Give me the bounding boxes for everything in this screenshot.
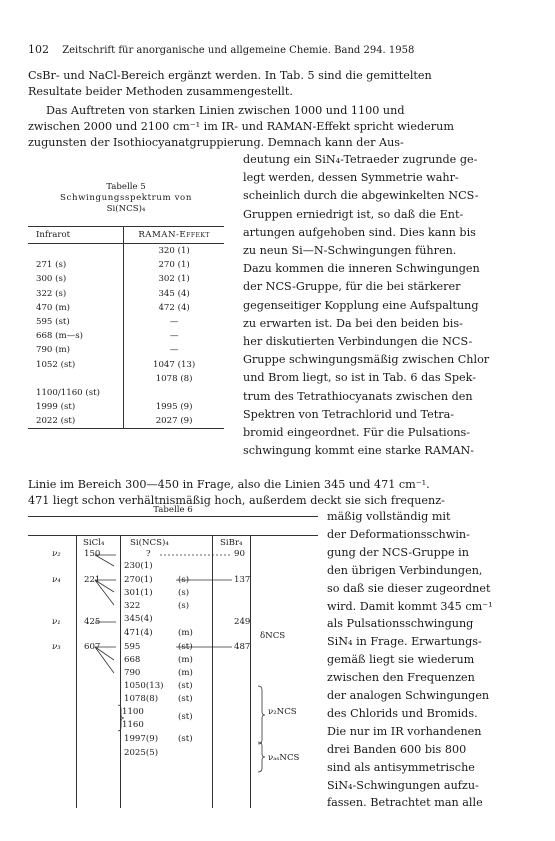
- table6-cell-sibr4: 90: [234, 549, 245, 559]
- table6-cell-intensity: (s): [178, 588, 190, 598]
- body-line: Die nur im IR vorhandenen: [327, 724, 482, 738]
- body-line: den übrigen Verbindungen,: [327, 563, 483, 577]
- table5-cell-ir: 271 (s): [28, 258, 124, 272]
- table6-cell-sincs: 1078(8): [124, 694, 159, 704]
- body-line: CsBr- und NaCl-Bereich ergänzt werden. In Tab. 5 sind die gemittelten: [28, 69, 432, 82]
- table6-cell-sincs: 230(1): [124, 561, 153, 571]
- body-line: SiN₄ in Frage. Erwartungs-: [327, 635, 482, 649]
- body-line: der analogen Schwingungen: [327, 689, 490, 702]
- table6-cell-sincs: 345(4): [124, 614, 153, 624]
- body-line: schwingung kommt eine starke RAMAN-: [243, 444, 475, 458]
- body-line: Gruppe schwingungsmäßig zwischen Chlor: [243, 353, 490, 367]
- body-line: wird. Damit kommt 345 cm⁻¹: [327, 599, 493, 613]
- body-line: gung der NCS-Gruppe in: [327, 545, 469, 559]
- table6-header-sibr4: SiBr₄: [220, 538, 243, 548]
- body-line: gemäß liegt sie wiederum: [327, 653, 475, 667]
- body-line: Spektren von Tetrachlorid und Tetra-: [243, 407, 455, 421]
- table5-cell-raman: 302 (1): [158, 274, 190, 285]
- table6-cell-sincs: ?: [146, 549, 151, 559]
- table6-cell-sibr4: 487: [234, 642, 251, 652]
- body-line: mäßig vollständig mit: [327, 510, 451, 523]
- body-line: als Pulsationsschwingung: [327, 617, 474, 631]
- table6-mode-label: ν₁: [52, 617, 61, 627]
- table6-cell-sincs: 2025(5): [124, 748, 159, 758]
- table6-assignment: ν₂NCS: [268, 707, 297, 717]
- table5-cell-raman: 472 (4): [158, 302, 190, 313]
- body-line: her diskutierten Verbindungen die NCS-: [243, 335, 473, 348]
- table6-caption: Tabelle 6: [153, 505, 193, 515]
- table5-cell-ir: 1100/1160 (st): [28, 386, 124, 400]
- table5-cell-ir: 595 (st): [28, 315, 124, 329]
- body-line: artungen aufgehoben sind. Dies kann bis: [243, 225, 476, 239]
- body-line: der Deformationsschwin-: [327, 527, 470, 541]
- table5-cell-raman: —: [169, 317, 179, 328]
- table6-header-sicl4: SiCl₄: [83, 538, 105, 548]
- table6-cell-intensity: (s): [178, 575, 190, 585]
- table6-assignment: δNCS: [260, 631, 286, 641]
- body-line: so daß sie dieser zugeordnet: [327, 581, 491, 595]
- body-line: gegenseitiger Kopplung eine Aufspaltung: [243, 298, 479, 312]
- table5-cell-raman: 345 (4): [158, 288, 190, 299]
- table6-cell-sibr4: 137: [234, 575, 251, 585]
- table6-cell-intensity: (s): [178, 601, 190, 611]
- table6-cell-intensity: (st): [178, 712, 193, 722]
- table6-cell-intensity: (st): [178, 734, 193, 744]
- table6-cell-sincs: 471(4): [124, 628, 153, 638]
- body-line: 471 liegt schon verhältnismäßig hoch, außerdem deckt sie sich frequenz-: [28, 494, 445, 507]
- table5-cell-ir: 2022 (st): [28, 414, 124, 429]
- table5-cell-raman: 270 (1): [158, 260, 190, 271]
- table6-cell-sincs: 1160: [122, 720, 144, 730]
- body-line: zwischen den Frequenzen: [327, 671, 475, 685]
- table6-mode-label: ν₃: [52, 642, 61, 652]
- body-line: zugunsten der Isothiocyanatgruppierung. Demnach kann der Aus-: [28, 136, 404, 149]
- body-line: Das Auftreten von starken Linien zwischen 1000 und 1100 und: [46, 104, 405, 117]
- table6-cell-sicl4: 607: [84, 642, 101, 652]
- page-number: 102: [28, 43, 49, 56]
- table6-cell-sincs: 301(1): [124, 588, 153, 598]
- table6-cell-sincs: 1100: [122, 707, 144, 717]
- table6-cell-sicl4: 221: [84, 575, 101, 585]
- body-line: des Chlorids und Bromids.: [327, 706, 478, 720]
- table5-cell-ir: 300 (s): [28, 272, 124, 286]
- table5-cell-ir: 1999 (st): [28, 400, 124, 414]
- table6-cell-intensity: (m): [178, 655, 193, 665]
- table6-cell-sibr4: 249: [234, 617, 251, 627]
- table5-caption-line: Si(NCS)₄: [106, 204, 146, 214]
- table6-assignment: νₐₛNCS: [268, 753, 300, 763]
- body-line: zu erwarten ist. Da bei den beiden bis-: [243, 316, 463, 330]
- table5-cell-ir: 1052 (st): [28, 358, 124, 372]
- table6-cell-sincs: 1050(13): [124, 681, 164, 691]
- body-line: trum des Tetrathiocyanats zwischen den: [243, 389, 473, 403]
- body-line: der NCS-Gruppe, für die bei stärkerer: [243, 280, 461, 294]
- body-line: und Brom liegt, so ist in Tab. 6 das Spek-: [243, 371, 477, 385]
- table5-caption-title: Tabelle 5: [106, 182, 146, 192]
- table6-header-sincs: Si(NCS)₄: [130, 538, 169, 548]
- body-line: Gruppen erniedrigt ist, so daß die Ent-: [243, 207, 464, 221]
- body-line: drei Banden 600 bis 800: [327, 742, 467, 756]
- body-line: bromid eingeordnet. Für die Pulsations-: [243, 426, 471, 439]
- table6-cell-intensity: (m): [178, 668, 193, 678]
- body-line: zwischen 2000 und 2100 cm⁻¹ im IR- und RAMAN-Effekt spricht wiederum: [28, 120, 454, 133]
- table5-cell-ir: 790 (m): [28, 343, 124, 357]
- table6-cell-sicl4: 150: [84, 549, 101, 559]
- table6-cell-sincs: 270(1): [124, 575, 153, 585]
- table5-caption-line: Schwingungsspektrum von: [60, 193, 192, 203]
- table5-cell-raman: 2027 (9): [124, 414, 224, 429]
- table5-cell-raman: 1995 (9): [155, 402, 193, 413]
- table5-cell-ir: 668 (m—s): [28, 329, 124, 343]
- body-line: scheinlich durch die abgewinkelten NCS-: [243, 189, 479, 203]
- table6-mode-label: ν₄: [52, 575, 61, 585]
- body-line: SiN₄-Schwingungen aufzu-: [327, 778, 479, 792]
- table6-cell-sincs: 668: [124, 655, 141, 665]
- table5-header-raman: RAMAN-Effekt: [124, 227, 224, 244]
- table5-cell-raman: —: [169, 331, 179, 342]
- table5-cell-raman: 320 (1): [158, 246, 190, 257]
- table5-header-ir: Infrarot: [28, 227, 124, 244]
- body-line: Resultate beider Methoden zusammengestellt.: [28, 85, 293, 98]
- body-line: zu neun Si—N-Schwingungen führen.: [243, 244, 457, 257]
- body-line: sind als antisymmetrische: [327, 760, 475, 774]
- body-line: fassen. Betrachtet man alle: [327, 796, 483, 810]
- table6-cell-sincs: 322: [124, 601, 141, 611]
- table6-cell-sincs: 790: [124, 668, 141, 678]
- table6-cell-intensity: (st): [178, 642, 193, 652]
- body-line: legt werden, dessen Symmetrie wahr-: [243, 171, 459, 185]
- body-line: deutung ein SiN₄-Tetraeder zugrunde ge-: [243, 153, 478, 166]
- running-title: Zeitschrift für anorganische und allgemeine Chemie. Band 294. 1958: [62, 45, 415, 56]
- table6-cell-sincs: 1997(9): [124, 734, 159, 744]
- table6-cell-sicl4: 425: [84, 617, 101, 627]
- table6-cell-sincs: 595: [124, 642, 141, 652]
- table6-cell-intensity: (st): [178, 681, 193, 691]
- table6-mode-label: ν₂: [52, 549, 61, 559]
- table5-cell-raman: 1047 (13): [152, 359, 196, 370]
- table5-cell-ir: 322 (s): [28, 287, 124, 301]
- body-line: Dazu kommen die inneren Schwingungen: [243, 262, 480, 276]
- table6-cell-intensity: (st): [178, 694, 193, 704]
- table5-cell-ir: 470 (m): [28, 301, 124, 315]
- table5-cell-raman: —: [169, 345, 179, 356]
- body-line: Linie im Bereich 300—450 in Frage, also die Linien 345 und 471 cm⁻¹.: [28, 478, 430, 491]
- table6-cell-intensity: (m): [178, 628, 193, 638]
- table5-cell-raman: 1078 (8): [155, 373, 193, 384]
